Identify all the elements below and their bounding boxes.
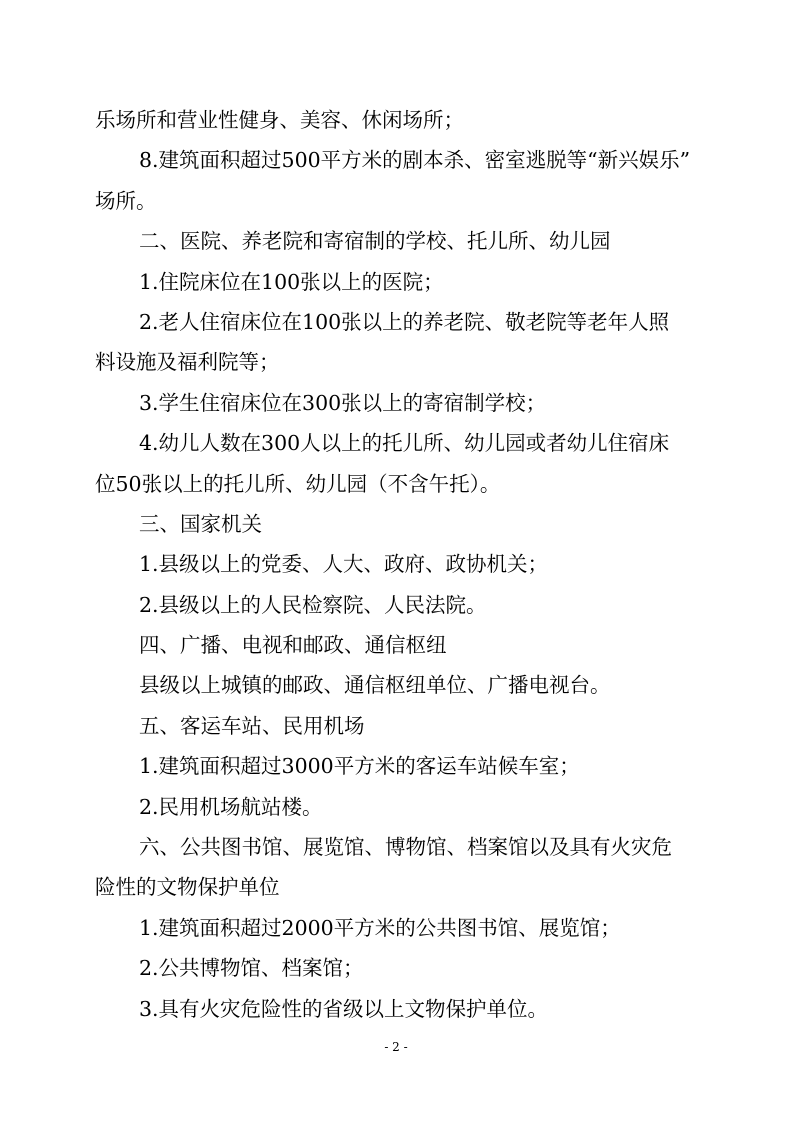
text-line: 2.县级以上的人民检察院、人民法院。 xyxy=(139,592,487,617)
text-line: 1.住院床位在100张以上的医院； xyxy=(139,269,444,294)
document-body xyxy=(95,100,705,1029)
section-heading-2: 二、医院、养老院和寄宿制的学校、托儿所、幼儿园 xyxy=(139,229,611,254)
text-line: 4.幼儿人数在300人以上的托儿所、幼儿园或者幼儿住宿床 xyxy=(139,431,670,456)
text-line: 8.建筑面积超过500平方米的剧本杀、密室逃脱等“新兴娱乐” xyxy=(139,148,691,173)
text-line: 位50张以上的托儿所、幼儿园（不含午托）。 xyxy=(95,471,501,496)
text-line: 2.公共博物馆、档案馆； xyxy=(139,956,364,981)
text-line: 险性的文物保护单位 xyxy=(95,875,280,900)
text-line: 2.民用机场航站楼。 xyxy=(139,794,323,819)
text-line: 1.建筑面积超过3000平方米的客运车站候车室； xyxy=(139,754,580,779)
section-heading-3: 三、国家机关 xyxy=(139,511,262,536)
text-line: 1.建筑面积超过2000平方米的公共图书馆、展览馆； xyxy=(139,915,621,940)
text-line: 3.具有火灾危险性的省级以上文物保护单位。 xyxy=(139,996,549,1021)
text-line: 1.县级以上的党委、人大、政府、政协机关； xyxy=(139,552,549,577)
section-heading-5: 五、客运车站、民用机场 xyxy=(139,713,365,738)
page-number: - 2 - xyxy=(384,1040,408,1054)
text-line: 2.老人住宿床位在100张以上的养老院、敬老院等老年人照 xyxy=(139,309,670,334)
text-line: 县级以上城镇的邮政、通信枢纽单位、广播电视台。 xyxy=(139,673,611,698)
text-line: 料设施及福利院等； xyxy=(95,350,280,375)
section-heading-4: 四、广播、电视和邮政、通信枢纽 xyxy=(139,633,447,658)
text-line: 3.学生住宿床位在300张以上的寄宿制学校； xyxy=(139,390,547,415)
text-line: 场所。 xyxy=(95,188,157,213)
section-heading-6: 六、公共图书馆、展览馆、博物馆、档案馆以及具有火灾危 xyxy=(139,835,672,860)
text-line: 乐场所和营业性健身、美容、休闲场所； xyxy=(95,108,464,132)
